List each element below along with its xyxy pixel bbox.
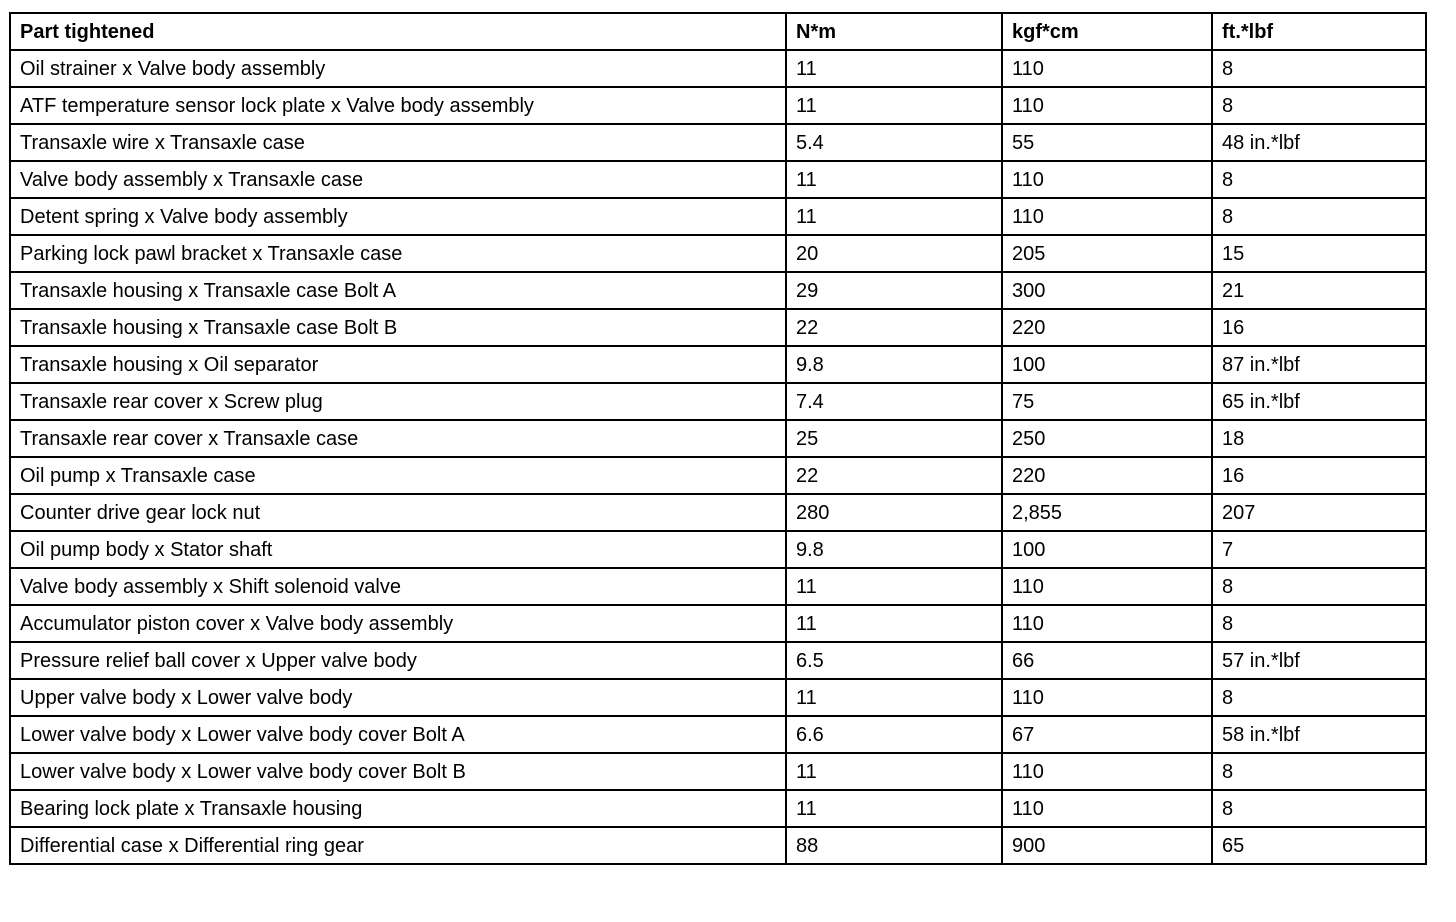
kgfcm-cell: 300 xyxy=(1002,272,1212,309)
table-row xyxy=(10,309,1426,346)
nm-cell: 11 xyxy=(786,50,1002,87)
ftlbf-cell: 8 xyxy=(1212,679,1426,716)
nm-cell: 11 xyxy=(786,790,1002,827)
table-row xyxy=(10,420,1426,457)
nm-cell: 6.6 xyxy=(786,716,1002,753)
part-cell: Transaxle housing x Transaxle case Bolt B xyxy=(10,309,786,346)
part-cell: Accumulator piston cover x Valve body assembly xyxy=(10,605,786,642)
part-cell: Upper valve body x Lower valve body xyxy=(10,679,786,716)
ftlbf-cell: 8 xyxy=(1212,790,1426,827)
part-cell: ATF temperature sensor lock plate x Valve body assembly xyxy=(10,87,786,124)
table-row xyxy=(10,790,1426,827)
kgfcm-cell: 66 xyxy=(1002,642,1212,679)
table-row xyxy=(10,235,1426,272)
part-cell: Transaxle wire x Transaxle case xyxy=(10,124,786,161)
ftlbf-cell: 15 xyxy=(1212,235,1426,272)
table-row xyxy=(10,679,1426,716)
table-row xyxy=(10,753,1426,790)
ftlbf-cell: 7 xyxy=(1212,531,1426,568)
table-row xyxy=(10,383,1426,420)
table-row xyxy=(10,642,1426,679)
nm-cell: 25 xyxy=(786,420,1002,457)
nm-cell: 11 xyxy=(786,568,1002,605)
ftlbf-cell: 8 xyxy=(1212,753,1426,790)
nm-cell: 11 xyxy=(786,87,1002,124)
kgfcm-cell: 55 xyxy=(1002,124,1212,161)
nm-cell: 11 xyxy=(786,605,1002,642)
part-cell: Oil pump x Transaxle case xyxy=(10,457,786,494)
nm-cell: 22 xyxy=(786,309,1002,346)
kgfcm-cell: 110 xyxy=(1002,50,1212,87)
ftlbf-cell: 8 xyxy=(1212,87,1426,124)
nm-cell: 280 xyxy=(786,494,1002,531)
table-row xyxy=(10,161,1426,198)
column-header-nm: N*m xyxy=(786,13,1002,50)
column-header-ftlbf: ft.*lbf xyxy=(1212,13,1426,50)
part-cell: Pressure relief ball cover x Upper valve body xyxy=(10,642,786,679)
kgfcm-cell: 110 xyxy=(1002,679,1212,716)
part-cell: Counter drive gear lock nut xyxy=(10,494,786,531)
part-cell: Detent spring x Valve body assembly xyxy=(10,198,786,235)
kgfcm-cell: 100 xyxy=(1002,346,1212,383)
table-row xyxy=(10,531,1426,568)
part-cell: Oil pump body x Stator shaft xyxy=(10,531,786,568)
kgfcm-cell: 110 xyxy=(1002,198,1212,235)
ftlbf-cell: 8 xyxy=(1212,161,1426,198)
column-header-part: Part tightened xyxy=(10,13,786,50)
nm-cell: 9.8 xyxy=(786,346,1002,383)
nm-cell: 22 xyxy=(786,457,1002,494)
ftlbf-cell: 8 xyxy=(1212,568,1426,605)
kgfcm-cell: 900 xyxy=(1002,827,1212,864)
kgfcm-cell: 110 xyxy=(1002,568,1212,605)
ftlbf-cell: 87 in.*lbf xyxy=(1212,346,1426,383)
ftlbf-cell: 58 in.*lbf xyxy=(1212,716,1426,753)
ftlbf-cell: 21 xyxy=(1212,272,1426,309)
kgfcm-cell: 220 xyxy=(1002,457,1212,494)
table-row xyxy=(10,272,1426,309)
nm-cell: 11 xyxy=(786,161,1002,198)
kgfcm-cell: 110 xyxy=(1002,605,1212,642)
table-row xyxy=(10,50,1426,87)
kgfcm-cell: 2,855 xyxy=(1002,494,1212,531)
ftlbf-cell: 65 xyxy=(1212,827,1426,864)
ftlbf-cell: 8 xyxy=(1212,198,1426,235)
ftlbf-cell: 48 in.*lbf xyxy=(1212,124,1426,161)
kgfcm-cell: 110 xyxy=(1002,790,1212,827)
table-row xyxy=(10,124,1426,161)
part-cell: Transaxle housing x Oil separator xyxy=(10,346,786,383)
part-cell: Parking lock pawl bracket x Transaxle case xyxy=(10,235,786,272)
nm-cell: 9.8 xyxy=(786,531,1002,568)
column-header-kgfcm: kgf*cm xyxy=(1002,13,1212,50)
nm-cell: 5.4 xyxy=(786,124,1002,161)
nm-cell: 11 xyxy=(786,679,1002,716)
nm-cell: 11 xyxy=(786,753,1002,790)
kgfcm-cell: 220 xyxy=(1002,309,1212,346)
part-cell: Lower valve body x Lower valve body cover Bolt B xyxy=(10,753,786,790)
nm-cell: 6.5 xyxy=(786,642,1002,679)
table-row xyxy=(10,716,1426,753)
ftlbf-cell: 16 xyxy=(1212,309,1426,346)
torque-spec-table xyxy=(9,12,1427,865)
kgfcm-cell: 110 xyxy=(1002,161,1212,198)
part-cell: Transaxle rear cover x Transaxle case xyxy=(10,420,786,457)
part-cell: Transaxle housing x Transaxle case Bolt A xyxy=(10,272,786,309)
table-row xyxy=(10,87,1426,124)
table-row xyxy=(10,494,1426,531)
kgfcm-cell: 250 xyxy=(1002,420,1212,457)
ftlbf-cell: 65 in.*lbf xyxy=(1212,383,1426,420)
table-row xyxy=(10,198,1426,235)
kgfcm-cell: 67 xyxy=(1002,716,1212,753)
ftlbf-cell: 57 in.*lbf xyxy=(1212,642,1426,679)
part-cell: Lower valve body x Lower valve body cover Bolt A xyxy=(10,716,786,753)
nm-cell: 88 xyxy=(786,827,1002,864)
kgfcm-cell: 100 xyxy=(1002,531,1212,568)
part-cell: Valve body assembly x Shift solenoid valve xyxy=(10,568,786,605)
part-cell: Bearing lock plate x Transaxle housing xyxy=(10,790,786,827)
ftlbf-cell: 8 xyxy=(1212,50,1426,87)
kgfcm-cell: 110 xyxy=(1002,753,1212,790)
table-row xyxy=(10,346,1426,383)
nm-cell: 29 xyxy=(786,272,1002,309)
table-row xyxy=(10,568,1426,605)
part-cell: Differential case x Differential ring gear xyxy=(10,827,786,864)
ftlbf-cell: 18 xyxy=(1212,420,1426,457)
table-row xyxy=(10,457,1426,494)
nm-cell: 20 xyxy=(786,235,1002,272)
part-cell: Valve body assembly x Transaxle case xyxy=(10,161,786,198)
table-row xyxy=(10,827,1426,864)
kgfcm-cell: 205 xyxy=(1002,235,1212,272)
ftlbf-cell: 16 xyxy=(1212,457,1426,494)
kgfcm-cell: 75 xyxy=(1002,383,1212,420)
ftlbf-cell: 8 xyxy=(1212,605,1426,642)
nm-cell: 11 xyxy=(786,198,1002,235)
table-header-row xyxy=(10,13,1426,50)
kgfcm-cell: 110 xyxy=(1002,87,1212,124)
table-row xyxy=(10,605,1426,642)
part-cell: Oil strainer x Valve body assembly xyxy=(10,50,786,87)
ftlbf-cell: 207 xyxy=(1212,494,1426,531)
part-cell: Transaxle rear cover x Screw plug xyxy=(10,383,786,420)
nm-cell: 7.4 xyxy=(786,383,1002,420)
